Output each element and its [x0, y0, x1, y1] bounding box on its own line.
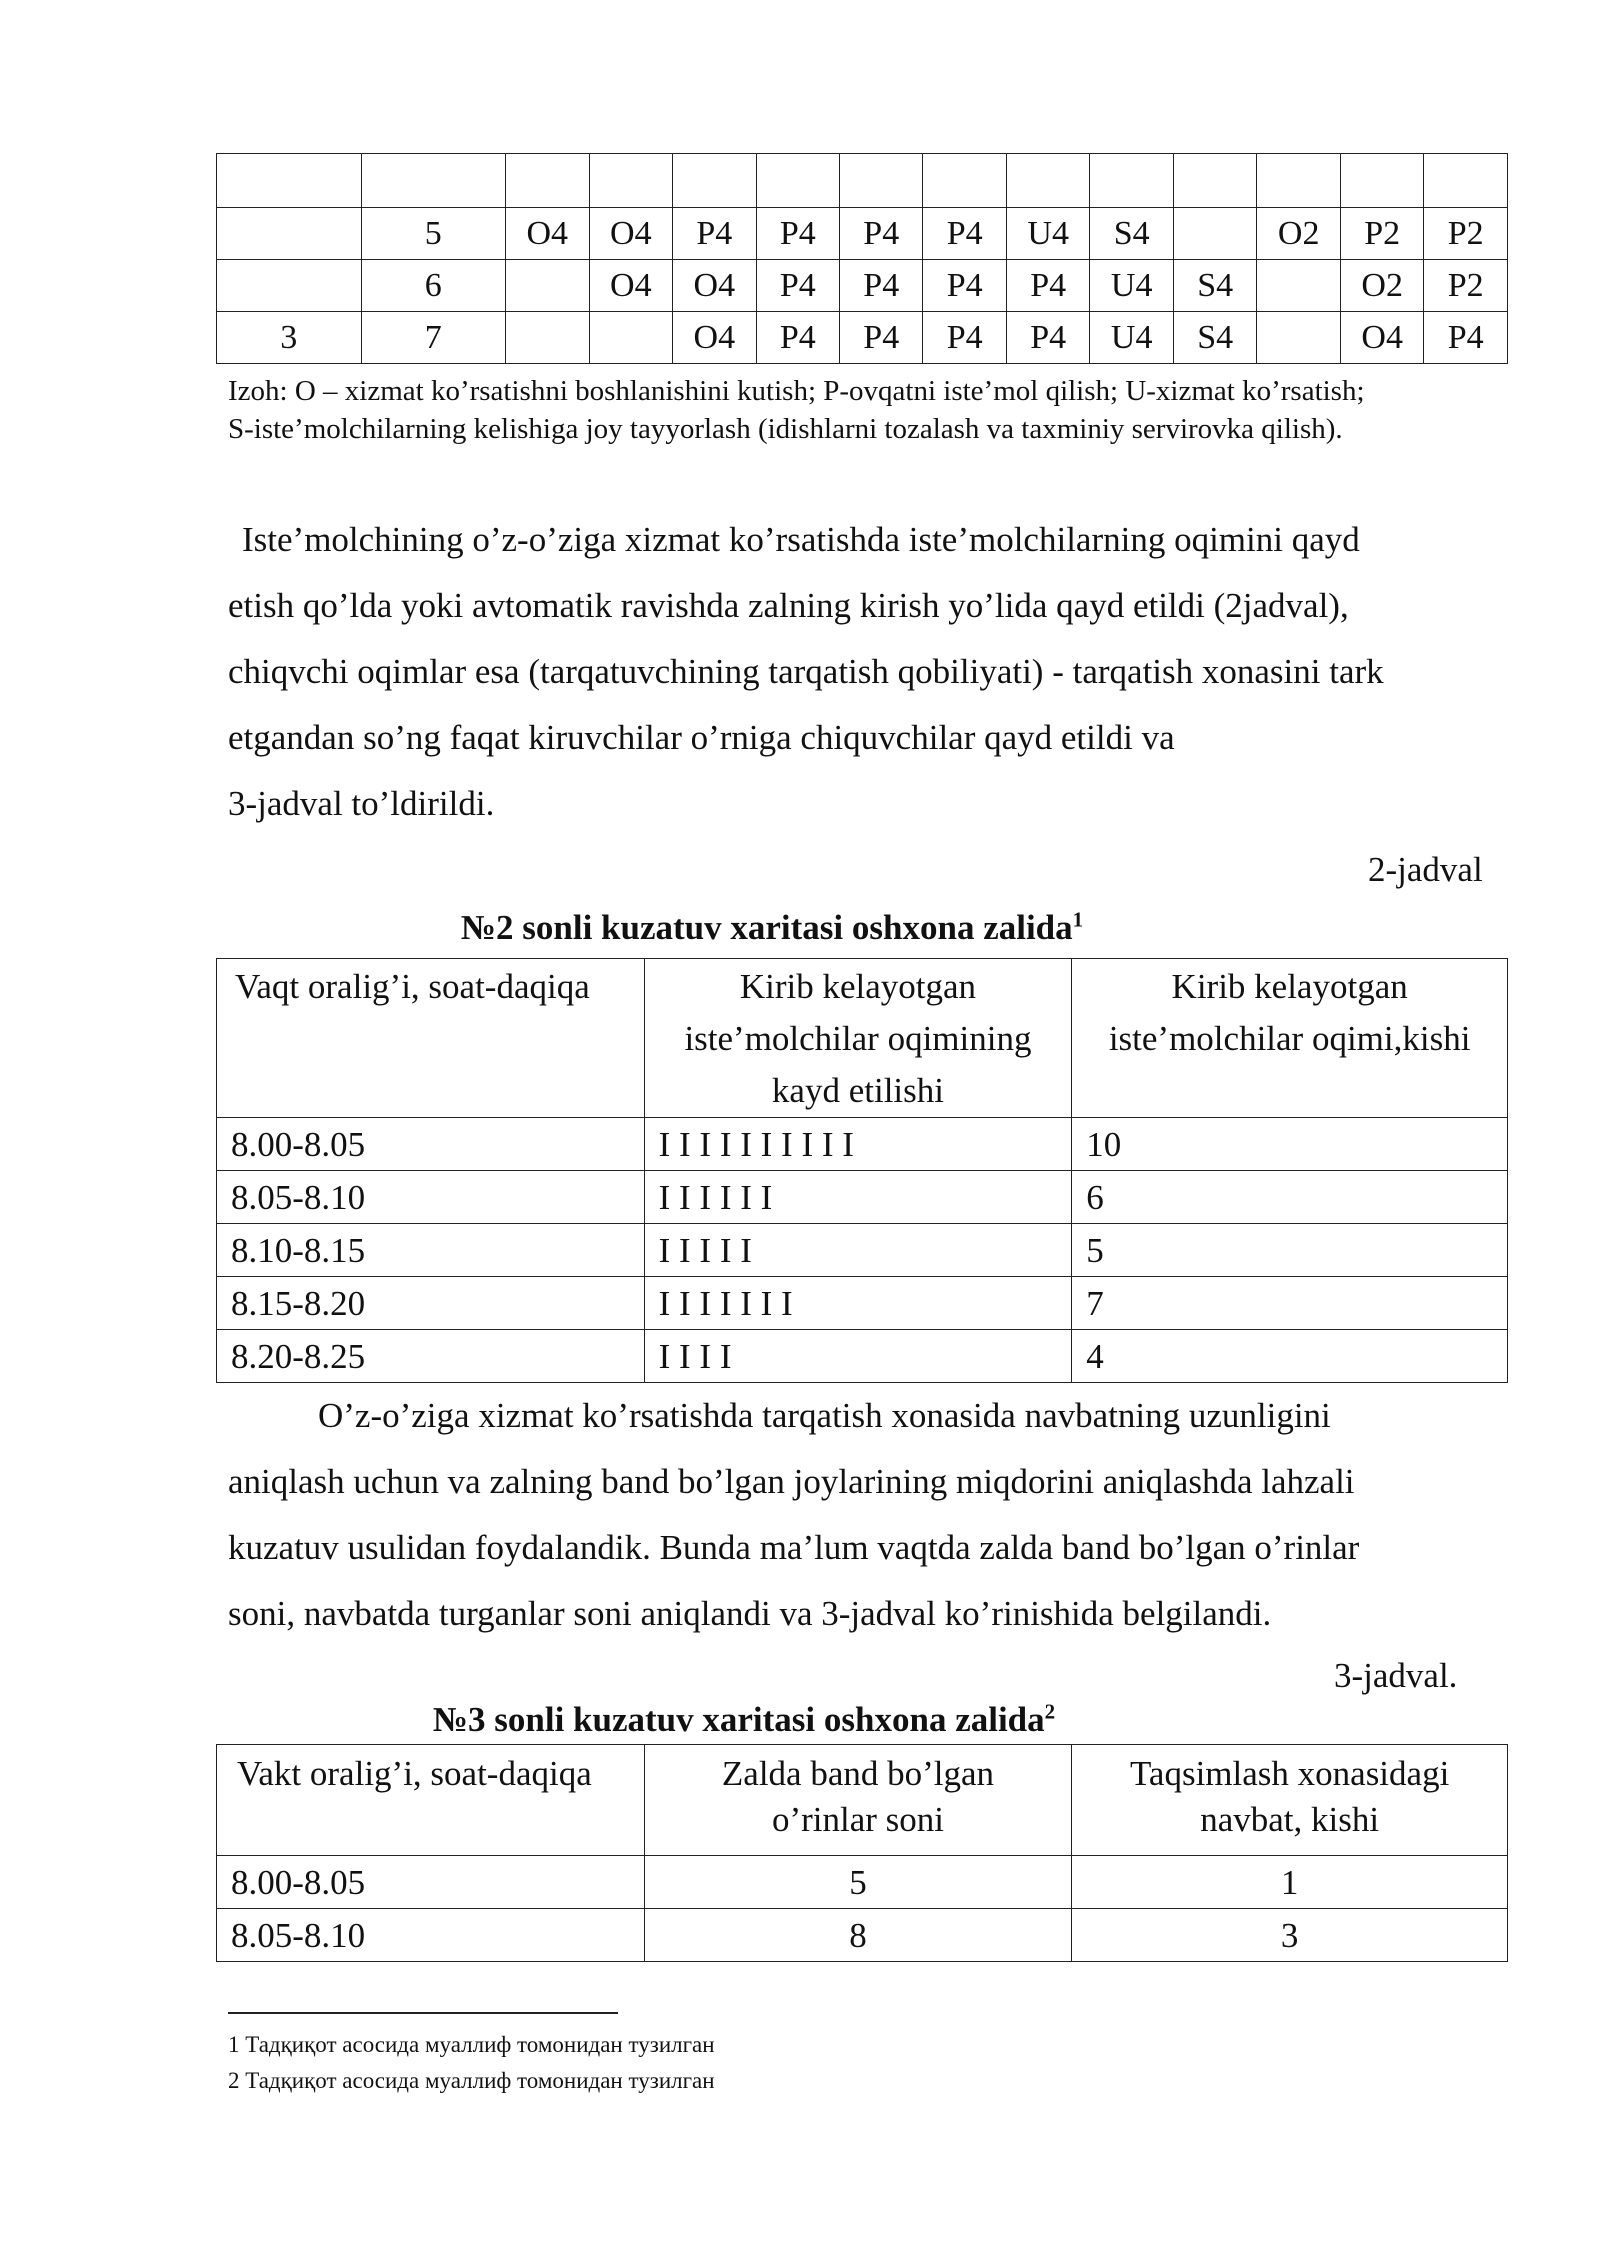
header-line: iste’molchilar oqimining [684, 1019, 1032, 1058]
note-line: Izoh: O – xizmat ko’rsatishni boshlanishini kutish; P-ovqatni iste’mol qilish; U-xizmat ko’rsatish; [228, 375, 1365, 407]
table-cell: I I I I I I [644, 1171, 1072, 1224]
table-cell [923, 154, 1006, 208]
table-cell: O4 [1340, 312, 1424, 364]
table3 [216, 1744, 1508, 1962]
table-cell: 6 [1072, 1171, 1508, 1224]
table-cell: U4 [1090, 312, 1174, 364]
table-cell: P4 [840, 312, 923, 364]
paragraph-line: aniqlash uchun va zalning band bo’lgan joylarining miqdorini aniqlashda lahzali [228, 1462, 1355, 1501]
header-line: iste’molchilar oqimi,kishi [1108, 1019, 1471, 1058]
table-cell [506, 260, 590, 312]
table-cell [756, 154, 839, 208]
paragraph-1 [228, 507, 1498, 837]
table-cell: 8.00-8.05 [217, 1856, 645, 1909]
footnote-ref: 1 [1072, 907, 1084, 932]
table-row [217, 1171, 1508, 1224]
footnote-1: 1 Тадқиқот асосида муаллиф томонидан тузилган [228, 2032, 715, 2057]
table-cell: 7 [1072, 1277, 1508, 1330]
table-cell: 8.15-8.20 [217, 1277, 645, 1330]
table-cell: 1 [1072, 1856, 1508, 1909]
table-cell: 8.05-8.10 [217, 1171, 645, 1224]
paragraph-line: soni, navbatda turganlar soni aniqlandi va 3-jadval ko’rinishida belgilandi. [228, 1594, 1272, 1633]
schedule-table [216, 153, 1508, 364]
table-cell [1173, 208, 1256, 260]
table-cell: 8.00-8.05 [217, 1118, 645, 1171]
table-cell: 6 [361, 260, 506, 312]
footnote-2: 2 Тадқиқот асосида муаллиф томонидан тузилган [228, 2068, 715, 2093]
table2-title-text: №2 sonli kuzatuv xaritasi oshxona zalida [460, 908, 1073, 947]
table-row [217, 1118, 1508, 1171]
table-cell: 3 [217, 312, 362, 364]
table-cell: P4 [923, 312, 1006, 364]
footnote-divider [228, 2012, 618, 2014]
header-line: Taqsimlash xonasidagi [1129, 1754, 1450, 1793]
table1-note [228, 372, 1518, 448]
table2-title [0, 908, 1572, 948]
table-cell [1257, 154, 1341, 208]
table-cell [1424, 154, 1508, 208]
paragraph-2 [228, 1383, 1498, 1647]
table-cell: P4 [1006, 260, 1090, 312]
table-cell: P4 [1006, 312, 1090, 364]
table-cell: O2 [1340, 260, 1424, 312]
table-cell [1090, 154, 1174, 208]
table-cell: 10 [1072, 1118, 1508, 1171]
table-cell: O4 [673, 260, 757, 312]
table-cell: P4 [756, 312, 839, 364]
paragraph-line: kuzatuv usulidan foydalandik. Bunda ma’lum vaqtda zalda band bo’lgan o’rinlar [228, 1528, 1360, 1567]
table-cell: P2 [1340, 208, 1424, 260]
table-cell: O4 [673, 312, 757, 364]
footnote-ref: 2 [1044, 1699, 1056, 1724]
table2 [216, 958, 1508, 1383]
table-row [217, 154, 1508, 208]
header-line: Kirib kelayotgan [739, 967, 977, 1006]
table-cell: 7 [361, 312, 506, 364]
table-cell: O4 [506, 208, 590, 260]
table-cell: P4 [840, 208, 923, 260]
table-row [217, 312, 1508, 364]
table-cell [506, 312, 590, 364]
table-cell: I I I I [644, 1330, 1072, 1383]
table2-caption: 2-jadval [1368, 850, 1483, 889]
header-line: o’rinlar soni [771, 1800, 944, 1839]
table-cell: P4 [1424, 312, 1508, 364]
table-cell: P2 [1424, 208, 1508, 260]
table-row [217, 260, 1508, 312]
table2-header-time: Vaqt oralig’i, soat-daqiqa [217, 959, 645, 1118]
table-cell: O4 [589, 208, 673, 260]
table-row [217, 208, 1508, 260]
table-cell: P4 [840, 260, 923, 312]
paragraph-line: chiqvchi oqimlar esa (tarqatuvchining tarqatish qobiliyati) - tarqatish xonasini tark [228, 652, 1384, 691]
table-cell [1006, 154, 1090, 208]
table-cell: 3 [1072, 1909, 1508, 1962]
table-cell [1340, 154, 1424, 208]
table-cell: P4 [923, 260, 1006, 312]
table-cell [589, 154, 673, 208]
table-cell [506, 154, 590, 208]
table-cell: P2 [1424, 260, 1508, 312]
table-cell: U4 [1006, 208, 1090, 260]
table-cell: P4 [756, 208, 839, 260]
table-cell: 8.10-8.15 [217, 1224, 645, 1277]
paragraph-line: 3-jadval to’ldirildi. [228, 784, 495, 823]
table2-header-registration [644, 959, 1072, 1118]
table-cell: S4 [1090, 208, 1174, 260]
table-cell [840, 154, 923, 208]
table-row [217, 1277, 1508, 1330]
table-cell: I I I I I [644, 1224, 1072, 1277]
table-cell [217, 260, 362, 312]
table-cell: 8 [644, 1909, 1072, 1962]
table3-title [0, 1700, 1544, 1740]
table-cell: 8.20-8.25 [217, 1330, 645, 1383]
table3-header-row [217, 1745, 1508, 1856]
table-row [217, 1224, 1508, 1277]
table-cell: S4 [1173, 312, 1256, 364]
paragraph-line: etish qo’lda yoki avtomatik ravishda zalning kirish yo’lida qayd etildi (2jadval), [228, 586, 1349, 625]
table-cell: P4 [756, 260, 839, 312]
table-cell: P4 [923, 208, 1006, 260]
table3-caption: 3-jadval. [1334, 1656, 1458, 1695]
table-cell: O2 [1257, 208, 1341, 260]
table-cell: 5 [361, 208, 506, 260]
table-row [217, 1330, 1508, 1383]
paragraph-line: O’z-o’ziga xizmat ko’rsatishda tarqatish xonasida navbatning uzunligini [318, 1396, 1331, 1435]
table-row [217, 1909, 1508, 1962]
header-line: navbat, kishi [1200, 1800, 1380, 1839]
table-cell: S4 [1173, 260, 1256, 312]
table-cell [217, 154, 362, 208]
table-cell: 5 [644, 1856, 1072, 1909]
table-cell: I I I I I I I [644, 1277, 1072, 1330]
table-cell [1257, 312, 1341, 364]
table2-header-flow [1072, 959, 1508, 1118]
table-cell [217, 208, 362, 260]
paragraph-line: Iste’molchining o’z-o’ziga xizmat ko’rsatishda iste’molchilarning oqimini qayd [242, 520, 1360, 559]
table3-header-occupied [644, 1745, 1072, 1856]
paragraph-line: etgandan so’ng faqat kiruvchilar o’rniga chiquvchilar qayd etildi va [228, 718, 1175, 757]
table-cell: P4 [673, 208, 757, 260]
header-line: Kirib kelayotgan [1171, 967, 1408, 1006]
table2-header-row [217, 959, 1508, 1118]
table-cell [673, 154, 757, 208]
table-row [217, 1856, 1508, 1909]
table3-header-queue [1072, 1745, 1508, 1856]
table-cell: I I I I I I I I I I [644, 1118, 1072, 1171]
table-cell: 5 [1072, 1224, 1508, 1277]
table-cell [361, 154, 506, 208]
table-cell: 4 [1072, 1330, 1508, 1383]
table-cell [1173, 154, 1256, 208]
table-cell: U4 [1090, 260, 1174, 312]
table-cell [1257, 260, 1341, 312]
table-cell: O4 [589, 260, 673, 312]
header-line: kayd etilishi [771, 1071, 944, 1110]
table-cell: 8.05-8.10 [217, 1909, 645, 1962]
header-line: Zalda band bo’lgan [721, 1754, 995, 1793]
table-cell [589, 312, 673, 364]
table3-title-text: №3 sonli kuzatuv xaritasi oshxona zalida [432, 1700, 1045, 1739]
table3-header-time: Vakt oralig’i, soat-daqiqa [217, 1745, 645, 1856]
note-line: S-iste’molchilarning kelishiga joy tayyorlash (idishlarni tozalash va taxminiy servirovka qilish). [228, 413, 1343, 445]
